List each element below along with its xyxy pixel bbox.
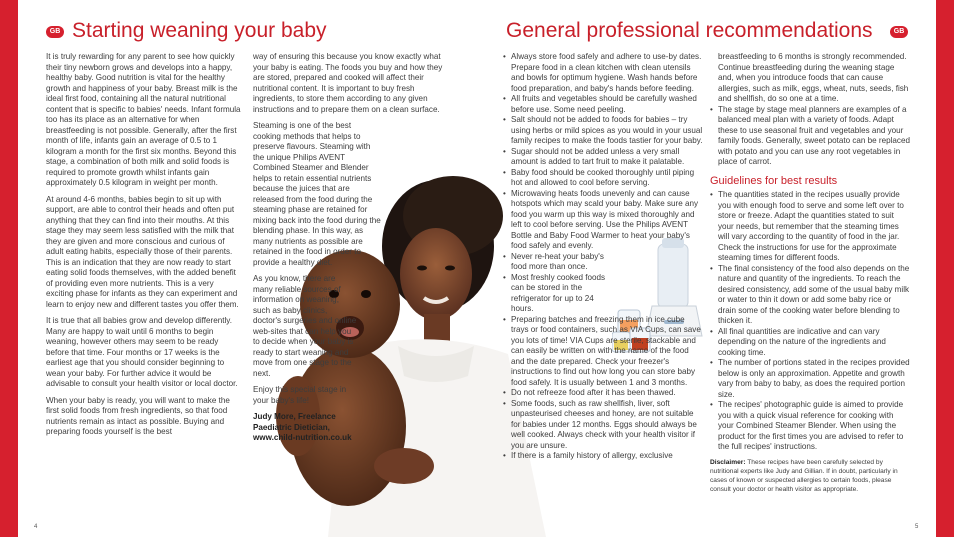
list-item: • Preparing batches and freezing them in ice cube trays or food containers, such as VIA Cups, can save you lots of time! VIA Cups are sterile, stackable and can easily be written on with the name of the food and the date prepared. Check your freezer's instructions to find out how long you can store baby food safely. It is usually between 1 and 3 months. bbox=[503, 315, 703, 389]
page-number-right: 5 bbox=[915, 524, 919, 530]
guidelines-heading: Guidelines for best results bbox=[710, 174, 838, 187]
paragraph: way of ensuring this because you know exactly what your baby is eating. The foods you buy and how they are stored, prepared and cooked will affect their nutritional content. It is important to buy fresh ingredients, to store them according to any given instructions and to prepare them on a clean surface. bbox=[253, 52, 443, 114]
right-column-1 bbox=[503, 52, 703, 462]
author-signature bbox=[253, 412, 443, 444]
right-page-title: General professional recommendations bbox=[506, 19, 873, 42]
list-item: • The stage by stage meal planners are examples of a balanced meal plan with a variety of foods. Adapt these to use seasonal fruit and vegetables and your family foods. Generally, sweet potato can be replaced with potato and you can use any root vegetables in place of carrot. bbox=[710, 105, 910, 168]
list-item: • All fruits and vegetables should be carefully washed before use. Some need peeling. bbox=[503, 94, 703, 115]
gb-badge-right: GB bbox=[890, 26, 908, 38]
list-item: • The number of portions stated in the recipes provided below is only an approximation. Appetite and growth vary from baby to baby, as does the required portion size. bbox=[710, 358, 910, 400]
list-item: • Microwaving heats foods unevenly and can cause hotspots which may scald your baby. Make sure any food you warm up this way is mixed thoroughly and left to cool before serving. Use the Philips AVENT Bottle and Baby Food Warmer to heat your baby's food safely and evenly. bbox=[503, 189, 703, 252]
list-item: • Salt should not be added to foods for babies – try using herbs or mild spices as you would in your usual family recipes to make the foods tastier for your baby. bbox=[503, 115, 703, 147]
paragraph: It is truly rewarding for any parent to see how quickly their tiny newborn grows and develops into a happy, healthy baby. Good nutrition is vital for the healthy growth and happiness of your baby. Breast milk is the ideal first food, containing all the natural nutritional content that is specific to babies' needs. Infant formula too has its place as an alternative for when breastfeeding is not possible. Generally, after the first month of life, infants gain an average of 0.5 to 1 kilogram a month for the first six months. Beyond this stage, a combination of both milk and solid foods is required to promote growth whilst infants gain approximately 0.5 kilogram in weight per month. bbox=[46, 52, 241, 187]
gb-badge-left: GB bbox=[46, 26, 64, 38]
list-item: • The final consistency of the food also depends on the nature and quantity of the ingredients. To reach the desired consistency, add some of the usual baby milk or water to thin it down or add some baby rice or drain some of the cooking water before blending to thicken it. bbox=[710, 264, 910, 327]
author-website: www.child-nutrition.co.uk bbox=[253, 433, 352, 442]
recommendations-list-continued bbox=[710, 52, 910, 168]
list-item: • Some foods, such as raw shellfish, liver, soft unpasteurised cheeses and honey, are not suitable for babies under 12 months. Eggs should always be well cooked. Always check with your health visitor if you are unsure. bbox=[503, 399, 703, 452]
signature-line: Paediatric Dietician, bbox=[253, 422, 330, 432]
page-number-left: 4 bbox=[34, 524, 38, 530]
disclaimer bbox=[710, 458, 910, 494]
right-column-2 bbox=[710, 52, 910, 494]
paragraph: It is true that all babies grow and develop differently. Many are happy to wait until 6 months to begin weaning, however others may seem to be ready before that time. Four months or 17 weeks is the earliest age that you should consider beginning to wean your baby. For further advice it would be advisable to consult your health visitor or local doctor. bbox=[46, 316, 238, 388]
left-column-2 bbox=[253, 52, 443, 444]
list-item: • Do not refreeze food after it has been thawed. bbox=[503, 388, 703, 399]
paragraph: As you know, there are many reliable sources of information on weaning, such as baby clinics, doctor's surgeries and online web-sites that can help you to decide when your baby is ready to start weaning and move from one stage to the next. bbox=[253, 274, 357, 378]
disclaimer-text: These recipes have been carefully selected by nutritional experts like Judy and Gillian. If in doubt, particularly in cases of known or suspected allergies to certain foods, please consult your doctor or health visitor as appropriate. bbox=[710, 458, 898, 493]
disclaimer-label: Disclaimer: bbox=[710, 458, 746, 466]
left-red-edge bbox=[0, 0, 18, 537]
list-item-continued: breastfeeding to 6 months is strongly recommended. Continue breastfeeding during the weaning stage and, when you introduce foods that can cause allergies, such as milk, eggs, wheat, nuts, seeds, fish and shellfish, do so one at a time. bbox=[718, 52, 909, 103]
right-red-edge bbox=[936, 0, 954, 537]
guidelines-list bbox=[710, 190, 910, 453]
list-item: • Never re-heat your baby's food more than once. bbox=[503, 252, 619, 273]
left-column-1 bbox=[46, 52, 242, 444]
list-item: • Baby food should be cooked thoroughly until piping hot and allowed to cool before serving. bbox=[503, 168, 703, 189]
list-item: • The quantities stated in the recipes usually provide you with enough food to serve and some left over to store or freeze. Adapt the quantities stated to suit your needs, but remember that the steaming times will vary according to the quantity of food in the jar. Check the instructions for use for the approximate steaming times for different foods. bbox=[710, 190, 910, 264]
list-item: • The recipes' photographic guide is aimed to provide you with a quick visual reference for cooking with your Combined Steamer Blender. When using the product for the first times you are advised to refer to the full recipes' instructions. bbox=[710, 400, 910, 453]
paragraph: When your baby is ready, you will want to make the first solid foods from fresh ingredients, so that food nutrients remain as intact as possible. Buying and preparing foods yourself is the best bbox=[46, 395, 230, 436]
paragraph: Steaming is one of the best cooking methods that helps to preserve flavours. Steaming with the unique Philips AVENT Combined Steamer and Blender helps to retain essential nutrients because the juices that are released from the food during the steaming phase are retained for mixing back into the food during the blending phase. In this way, as many nutrients as possible are retained in the food in order to provide a healthy diet. bbox=[253, 121, 381, 267]
paragraph: At around 4-6 months, babies begin to sit up with support, are able to control their heads and often put anything that they can find into their mouths. At this stage they may seem less satisfied with the milk that they are given and more conscious and curious of adult eating habits, especially those of their parents. This is an indication that they are now ready to start eating solid foods themselves, with the added benefit of providing even more nutrients. This is a very exciting phase for infants as they can experiment and learn to enjoy new and different tastes you offer them. bbox=[46, 194, 239, 309]
list-item: • Always store food safely and adhere to use-by dates. Prepare food in a clean kitchen with clean utensils and bowls for optimum hygiene. Wash hands before food preparation, and baby's hands before feeding. bbox=[503, 52, 703, 94]
list-item: • Most freshly cooked foods can be stored in the refrigerator for up to 24 hours. bbox=[503, 273, 615, 315]
paragraph: Enjoy this special stage in your baby's life! bbox=[253, 385, 347, 405]
list-item: • Sugar should not be added unless a very small amount is added to tart fruit to make it palatable. bbox=[503, 147, 703, 168]
signature-line: Judy More, Freelance bbox=[253, 412, 336, 421]
left-page-title: Starting weaning your baby bbox=[72, 19, 327, 42]
list-item: • All final quantities are indicative and can vary depending on the nature of the ingredients and cooking time. bbox=[710, 327, 910, 359]
recommendations-list bbox=[503, 52, 703, 462]
list-item: • If there is a family history of allergy, exclusive bbox=[503, 451, 703, 462]
